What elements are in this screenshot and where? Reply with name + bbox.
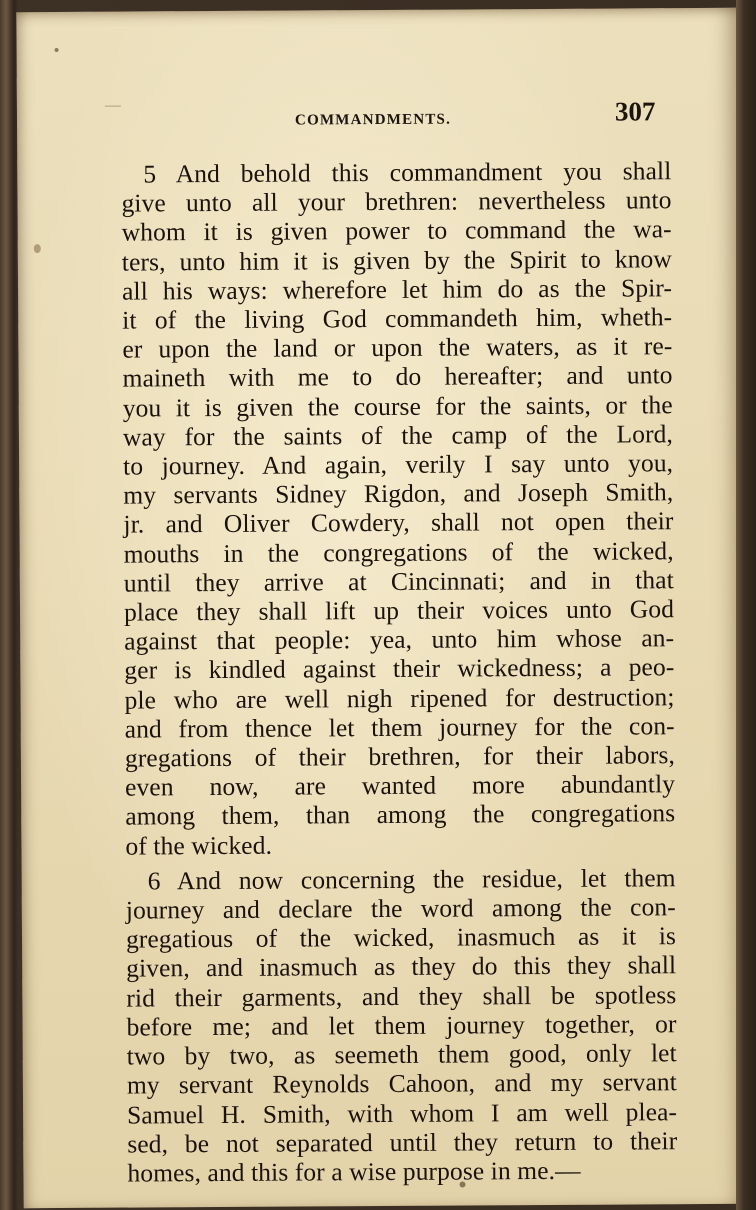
ink-speck <box>34 244 41 253</box>
text-line: it of the living God commandeth him, wheth- <box>122 302 673 335</box>
text-line: my servants Sidney Rigdon, and Joseph Smith, <box>123 477 674 510</box>
text-line: and from thence let them journey for the con- <box>124 711 675 744</box>
paragraph-6 <box>126 863 678 1188</box>
text-line: to journey. And again, verily I say unto you, <box>123 448 674 481</box>
text-line: rid their garments, and they shall be spotless <box>126 979 677 1013</box>
text-line: you it is given the course for the saints, or the <box>122 389 673 423</box>
text-line: Samuel H. Smith, with whom I am well plea- <box>127 1096 678 1130</box>
paragraph-5 <box>121 156 675 860</box>
ink-speck <box>55 48 59 52</box>
text-line: until they arrive at Cincinnati; and in that <box>123 565 674 598</box>
text-line: against that people: yea, unto him whose an- <box>124 623 675 656</box>
text-line: gregations of their brethren, for their labors, <box>124 740 675 773</box>
text-line: ple who are well nigh ripened for destruction; <box>124 681 675 715</box>
text-line: place they shall lift up their voices unto God <box>123 594 675 627</box>
page-sheet <box>16 8 745 1208</box>
text-line: give unto all your brethren: nevertheless unto <box>121 185 672 218</box>
running-title: COMMANDMENTS. <box>294 111 452 129</box>
text-line: before me; and let them journey together, or <box>126 1009 677 1042</box>
text-line: given, and inasmuch as they do this they shall <box>126 950 677 984</box>
text-line: 6 And now concerning the residue, let them <box>147 863 676 896</box>
text-line: ters, unto him it is given by the Spirit to know <box>121 243 672 277</box>
text-line: two by two, as seemeth them good, only let <box>126 1038 677 1071</box>
text-line: er upon the land or upon the waters, as it re- <box>122 331 673 364</box>
text-line: jr. and Oliver Cowdery, shall not open their <box>123 506 674 540</box>
text-line: whom it is given power to command the wa- <box>121 214 672 247</box>
text-line: of the wicked. <box>125 830 273 861</box>
page-header <box>17 96 739 140</box>
text-line: homes, and this for a wise purpose in me.— <box>127 1155 581 1188</box>
book-edge <box>736 0 756 1210</box>
text-line: all his ways: wherefore let him do as the Spir- <box>121 273 673 306</box>
text-line: maineth with me to do hereafter; and unto <box>122 360 673 393</box>
text-line: journey and declare the word among the con- <box>125 892 676 925</box>
text-line: ger is kindled against their wickedness; a peo- <box>124 652 675 686</box>
body-text <box>121 156 677 1187</box>
text-line: even now, are wanted more abundantly <box>125 769 676 802</box>
text-line: my servant Reynolds Cahoon, and my servant <box>126 1067 677 1100</box>
page-number: 307 <box>614 96 656 127</box>
text-line: mouths in the congregations of the wicked, <box>123 535 674 569</box>
text-line: sed, be not separated until they return to their <box>127 1125 678 1159</box>
text-line: gregatious of the wicked, inasmuch as it is <box>125 921 677 954</box>
text-line: 5 And behold this commandment you shall <box>143 156 672 189</box>
text-line: way for the saints of the camp of the Lord, <box>122 419 674 452</box>
text-line: among them, than among the congregations <box>125 798 676 832</box>
